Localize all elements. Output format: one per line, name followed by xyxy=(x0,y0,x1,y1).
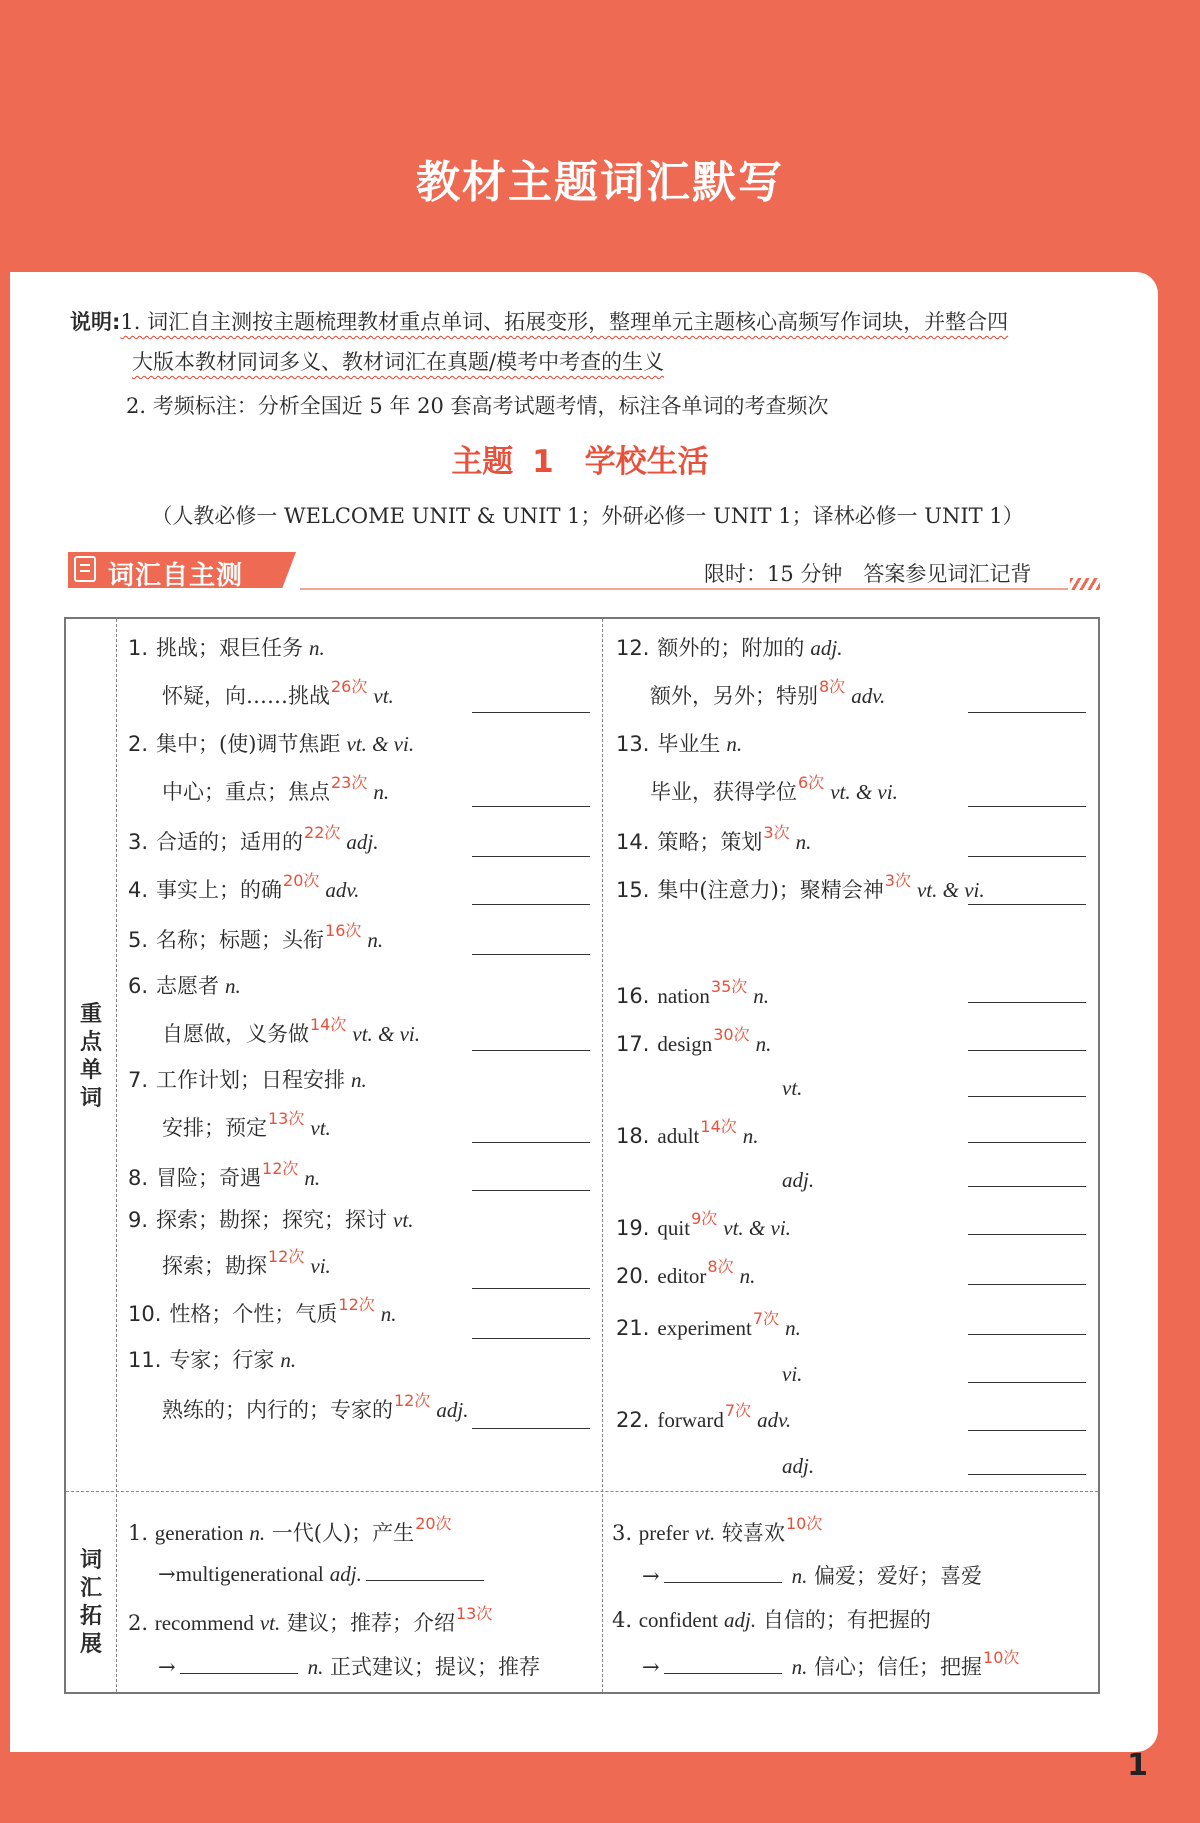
item-number: 17. xyxy=(616,1032,650,1056)
part-of-speech: n. xyxy=(373,780,390,804)
vocab-row xyxy=(616,1209,791,1241)
frequency-badge: 16次 xyxy=(325,921,362,940)
answer-blank[interactable] xyxy=(472,1190,590,1191)
vocab-row xyxy=(776,1454,814,1479)
answer-blank[interactable] xyxy=(472,1288,590,1289)
part-of-speech: n. xyxy=(726,732,743,756)
answer-blank[interactable] xyxy=(472,1338,590,1339)
note-1-line-1: 1. 词汇自主测按主题梳理教材重点单词、拓展变形，整理单元主题核心高频写作词块，并整合四 xyxy=(120,310,1009,334)
answer-blank[interactable] xyxy=(664,1653,782,1674)
answer-blank[interactable] xyxy=(968,806,1086,807)
frequency-badge: 9次 xyxy=(691,1209,718,1228)
answer-blank[interactable] xyxy=(968,904,1086,905)
item-number: 7. xyxy=(128,1068,149,1092)
vocab-row xyxy=(616,1025,772,1057)
category-key-words: 重点单词 xyxy=(79,1002,102,1111)
item-number: 3. xyxy=(128,830,149,854)
note-line-2 xyxy=(132,348,664,376)
topic-subtitle: （人教必修一 WELCOME UNIT & UNIT 1；外研必修一 UNIT 1；译林必修一 UNIT 1） xyxy=(151,504,1024,528)
item-meaning: 熟练的；内行的；专家的 xyxy=(162,1398,393,1422)
vocab-row xyxy=(162,1247,331,1280)
decorative-slashes xyxy=(1070,578,1100,590)
frequency-badge: 35次 xyxy=(710,977,748,996)
vocab-row xyxy=(776,1362,802,1387)
frequency-badge: 3次 xyxy=(763,823,790,842)
item-meaning: 策略；策划 xyxy=(657,830,763,854)
vocab-row xyxy=(616,871,985,904)
part-of-speech: n. xyxy=(739,1264,756,1288)
item-number: 13. xyxy=(616,732,650,756)
part-of-speech: adv. xyxy=(757,1408,792,1432)
vocab-row xyxy=(128,823,379,856)
vocab-row xyxy=(616,1257,756,1289)
item-meaning: 毕业，获得学位 xyxy=(650,780,797,804)
part-of-speech: vt. & vi. xyxy=(830,780,898,804)
answer-blank[interactable] xyxy=(472,904,590,905)
expansion-row-1b: →multigenerational adj. xyxy=(158,1560,488,1587)
part-of-speech: n. xyxy=(351,1068,367,1092)
answer-blank[interactable] xyxy=(472,954,590,955)
part-of-speech: vt. & vi. xyxy=(352,1022,421,1046)
item-meaning: 冒险；奇遇 xyxy=(156,1166,262,1190)
answer-blank[interactable] xyxy=(472,712,590,713)
answer-blank[interactable] xyxy=(968,1382,1086,1383)
item-number: 11. xyxy=(128,1348,162,1372)
part-of-speech: n. xyxy=(755,1032,772,1056)
part-of-speech: vt. & vi. xyxy=(346,732,415,756)
answer-blank[interactable] xyxy=(472,1142,590,1143)
notes-label: 说明: xyxy=(70,310,121,334)
frequency-badge: 12次 xyxy=(262,1159,299,1178)
section-label: 词汇自主测 xyxy=(108,561,244,591)
item-meaning: 集中；(使)调节焦距 xyxy=(156,732,341,756)
vocab-row xyxy=(128,1344,296,1374)
frequency-badge: 7次 xyxy=(724,1401,752,1420)
vocab-row xyxy=(128,1064,367,1094)
item-number: 18. xyxy=(616,1124,650,1148)
part-of-speech: vi. xyxy=(782,1362,803,1386)
item-number: 14. xyxy=(616,830,650,854)
vocab-row xyxy=(776,1076,802,1101)
part-of-speech: n. xyxy=(785,1316,801,1340)
item-meaning: 毕业生 xyxy=(657,732,721,756)
part-of-speech: adj. xyxy=(782,1454,815,1478)
frequency-badge: 12次 xyxy=(394,1391,431,1410)
expansion-row-4: 4. confident adj. 自信的；有把握的 xyxy=(612,1608,931,1632)
item-number: 16. xyxy=(616,984,650,1008)
item-meaning: 集中(注意力)；聚精会神 xyxy=(657,878,884,902)
item-number: 1. xyxy=(128,636,149,660)
item-meaning: editor xyxy=(657,1264,707,1288)
frequency-badge: 6次 xyxy=(798,773,825,792)
vocab-row xyxy=(616,977,770,1009)
item-number: 9. xyxy=(128,1208,149,1232)
part-of-speech: adj. xyxy=(782,1168,815,1192)
vocab-row xyxy=(616,1309,801,1341)
part-of-speech: n. xyxy=(367,928,384,952)
part-of-speech: n. xyxy=(742,1124,759,1148)
item-meaning: 自愿做，义务做 xyxy=(162,1022,309,1046)
column-divider xyxy=(602,619,603,1692)
item-meaning: nation xyxy=(657,984,710,1008)
item-number: 15. xyxy=(616,878,650,902)
part-of-speech: n. xyxy=(280,1348,297,1372)
item-number: 8. xyxy=(128,1166,149,1190)
vocab-row xyxy=(650,677,886,710)
answer-blank[interactable] xyxy=(968,1334,1086,1335)
answer-blank[interactable] xyxy=(968,856,1086,857)
part-of-speech: vt. & vi. xyxy=(916,878,985,902)
answer-blank[interactable] xyxy=(366,1560,484,1581)
frequency-badge: 7次 xyxy=(752,1309,780,1328)
expansion-row-3: 3. prefer vt. 较喜欢$^{10次}$ xyxy=(612,1514,823,1545)
category-expansion: 词汇拓展 xyxy=(79,1548,102,1657)
item-meaning: adult xyxy=(657,1124,700,1148)
vocab-row xyxy=(776,1168,814,1193)
part-of-speech: adv. xyxy=(851,684,886,708)
vocab-row xyxy=(128,632,325,662)
frequency-badge: 22次 xyxy=(304,823,341,842)
item-number: 22. xyxy=(616,1408,650,1432)
item-meaning: 挑战；艰巨任务 xyxy=(156,636,304,660)
vocab-row xyxy=(162,1015,421,1048)
item-number: 12. xyxy=(616,636,650,660)
part-of-speech: vt. xyxy=(373,684,394,708)
frequency-badge: 12次 xyxy=(338,1295,375,1314)
answer-blank[interactable] xyxy=(968,1002,1086,1003)
vocab-row xyxy=(162,773,390,806)
clipboard-icon xyxy=(74,556,96,582)
expansion-row-2b: → n. 正式建议；提议；推荐 xyxy=(158,1655,541,1679)
note-2: 2. 考频标注：分析全国近 5 年 20 套高考试题考情，标注各单词的考查频次 xyxy=(126,394,829,418)
item-meaning: forward xyxy=(657,1408,724,1432)
frequency-badge: 3次 xyxy=(884,871,911,890)
page-number: 1 xyxy=(1127,1748,1148,1783)
vocab-row xyxy=(616,1401,792,1433)
vocab-row xyxy=(128,1295,397,1328)
part-of-speech: adv. xyxy=(325,878,360,902)
section-time-note: 限时：15 分钟 答案参见词汇记背 xyxy=(704,562,1032,586)
item-number: 5. xyxy=(128,928,149,952)
expansion-row-4b: → n. 信心；信任；把握$^{10次}$ xyxy=(642,1648,1020,1679)
item-meaning: design xyxy=(657,1032,713,1056)
vocab-row xyxy=(616,632,843,662)
item-meaning: 专家；行家 xyxy=(169,1348,275,1372)
part-of-speech: adj. xyxy=(346,830,379,854)
answer-blank[interactable] xyxy=(968,1234,1086,1235)
item-number: 19. xyxy=(616,1216,650,1240)
item-meaning: 怀疑，向……挑战 xyxy=(162,684,330,708)
part-of-speech: adj. xyxy=(436,1398,469,1422)
item-meaning: 中心；重点；焦点 xyxy=(162,780,330,804)
header-band xyxy=(0,0,1200,280)
vocab-row xyxy=(162,1109,331,1142)
answer-blank[interactable] xyxy=(472,856,590,857)
answer-blank[interactable] xyxy=(968,1142,1086,1143)
item-meaning: 志愿者 xyxy=(156,974,220,998)
answer-blank[interactable] xyxy=(968,1474,1086,1475)
frequency-badge: 26次 xyxy=(331,677,368,696)
item-number: 20. xyxy=(616,1264,650,1288)
item-meaning: 额外的；附加的 xyxy=(657,636,805,660)
vocab-row xyxy=(128,728,414,758)
item-meaning: 合适的；适用的 xyxy=(156,830,304,854)
part-of-speech: vt. xyxy=(310,1116,331,1140)
note-1-line-2: 大版本教材同词多义、教材词汇在真题/模考中考查的生义 xyxy=(132,350,665,374)
frequency-badge: 8次 xyxy=(707,1257,734,1276)
vocab-row xyxy=(128,1204,413,1234)
item-number: 10. xyxy=(128,1302,162,1326)
answer-blank[interactable] xyxy=(472,806,590,807)
vocab-row xyxy=(128,871,360,904)
item-number: 4. xyxy=(128,878,149,902)
part-of-speech: n. xyxy=(304,1166,321,1190)
vocab-row xyxy=(128,1159,321,1192)
item-meaning: 性格；个性；气质 xyxy=(169,1302,338,1326)
part-of-speech: vt. & vi. xyxy=(723,1216,791,1240)
vocab-row xyxy=(162,677,394,710)
part-of-speech: n. xyxy=(753,984,770,1008)
category-divider xyxy=(116,619,117,1692)
vocab-row xyxy=(616,823,812,856)
vocab-row xyxy=(128,970,241,1000)
frequency-badge: 14次 xyxy=(310,1015,347,1034)
answer-blank[interactable] xyxy=(968,1186,1086,1187)
frequency-badge: 20次 xyxy=(283,871,320,890)
note-line-1 xyxy=(70,308,1008,336)
vocab-row xyxy=(162,1391,469,1424)
answer-blank[interactable] xyxy=(968,1430,1086,1431)
vocab-row xyxy=(128,921,384,954)
item-meaning: quit xyxy=(657,1216,691,1240)
part-of-speech: n. xyxy=(309,636,325,660)
item-meaning: 探索；勘探；探究；探讨 xyxy=(156,1208,388,1232)
item-number: 2. xyxy=(128,732,149,756)
vocab-row xyxy=(616,728,742,758)
item-number: 6. xyxy=(128,974,149,998)
answer-blank[interactable] xyxy=(968,1050,1086,1051)
part-of-speech: vt. xyxy=(393,1208,414,1232)
answer-blank[interactable] xyxy=(968,712,1086,713)
frequency-badge: 30次 xyxy=(713,1025,750,1044)
part-of-speech: adj. xyxy=(810,636,843,660)
frequency-badge: 8次 xyxy=(819,677,846,696)
answer-blank[interactable] xyxy=(472,1050,590,1051)
frequency-badge: 12次 xyxy=(268,1247,305,1266)
answer-blank[interactable] xyxy=(180,1653,298,1674)
note-line-3 xyxy=(126,392,829,420)
item-meaning: 额外，另外；特别 xyxy=(650,684,818,708)
expansion-row-3b: → n. 偏爱；爱好；喜爱 xyxy=(642,1564,983,1588)
answer-blank[interactable] xyxy=(472,1428,590,1429)
part-of-speech: n. xyxy=(795,830,812,854)
item-meaning: experiment xyxy=(657,1316,752,1340)
answer-blank[interactable] xyxy=(968,1096,1086,1097)
answer-blank[interactable] xyxy=(664,1562,782,1583)
frequency-badge: 23次 xyxy=(331,773,368,792)
answer-blank[interactable] xyxy=(968,1284,1086,1285)
section-rule xyxy=(300,588,1068,590)
item-meaning: 名称；标题；头衔 xyxy=(156,928,325,952)
item-meaning: 探索；勘探 xyxy=(162,1254,267,1278)
part-of-speech: n. xyxy=(380,1302,397,1326)
item-number: 21. xyxy=(616,1316,650,1340)
page-title: 教材主题词汇默写 xyxy=(416,157,784,208)
expansion-row-2: 2. recommend vt. 建议；推荐；介绍$^{13次}$ xyxy=(128,1604,493,1635)
item-meaning: 工作计划；日程安排 xyxy=(156,1068,346,1092)
item-meaning: 事实上；的确 xyxy=(156,878,283,902)
part-of-speech: vi. xyxy=(310,1254,331,1278)
frequency-badge: 14次 xyxy=(700,1117,737,1136)
vocab-row xyxy=(616,1117,759,1149)
item-meaning: 安排；预定 xyxy=(162,1116,267,1140)
part-of-speech: vt. xyxy=(782,1076,803,1100)
footer-stripe xyxy=(0,1783,1200,1823)
expansion-row-1: 1. generation n. 一代(人)；产生$^{20次}$ xyxy=(128,1514,452,1545)
section-divider xyxy=(66,1491,1098,1492)
vocab-row xyxy=(650,773,898,806)
topic-title: 主题 1 学校生活 xyxy=(451,444,709,480)
part-of-speech: n. xyxy=(225,974,241,998)
frequency-badge: 13次 xyxy=(268,1109,305,1128)
